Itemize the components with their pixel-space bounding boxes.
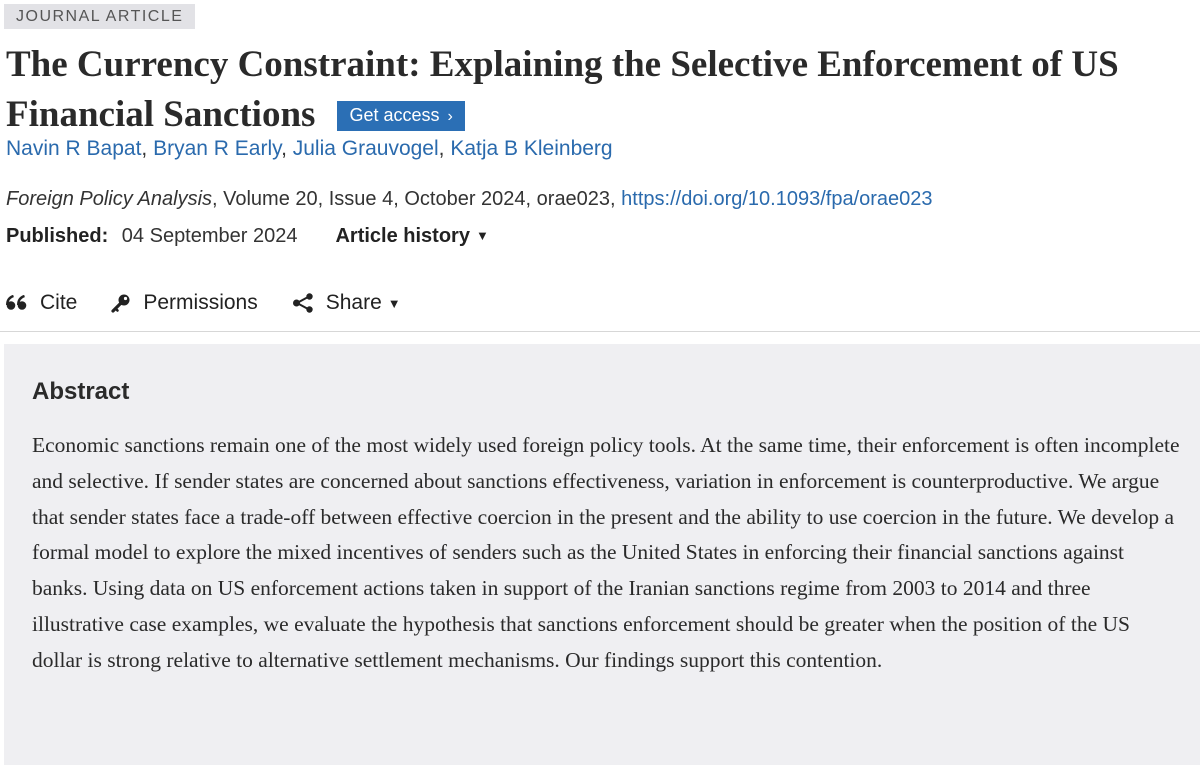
author-link[interactable]: Julia Grauvogel [292,137,439,160]
chevron-right-icon: › [447,108,453,125]
article-history-toggle[interactable] [335,225,488,247]
author-list: Navin R Bapat, Bryan R Early, Julia Grauvogel, Katja B Kleinberg [6,137,613,160]
article-title-text: The Currency Constraint: Explaining the Selective Enforcement of US Financial Sanctions [6,44,1119,135]
author-link[interactable]: Bryan R Early [153,137,282,160]
published-line [6,225,489,248]
citation-line [6,188,933,211]
divider [0,331,1200,332]
cite-label: Cite [40,291,78,314]
get-access-label: Get access [349,105,440,125]
abstract-section [4,344,1200,765]
published-label: Published: [6,225,109,247]
article-history-label: Article history [335,225,470,247]
permissions-label: Permissions [143,291,258,314]
article-tools [6,291,401,315]
article-type-badge: JOURNAL ARTICLE [4,4,195,29]
permissions-button[interactable] [111,291,257,315]
key-icon [111,293,131,313]
doi-link[interactable]: https://doi.org/10.1093/fpa/orae023 [621,188,933,210]
share-icon [292,293,314,313]
get-access-button[interactable] [337,101,464,131]
cite-button[interactable] [6,291,77,315]
author-link[interactable]: Katja B Kleinberg [450,137,613,160]
share-label: Share [325,291,382,314]
caret-down-icon: ▼ [387,295,401,311]
citation-details: , Volume 20, Issue 4, October 2024, orae023, [212,188,622,210]
abstract-text: Economic sanctions remain one of the most widely used foreign policy tools. At the same time, their enforcement is often incomplete and selective. If sender states are concerned about sanctions effectiveness, variation in enforcement is counterproductive. We argue that sender states face a trade-off between effective coercion in the present and the ability to use coercion in the future. We develop a formal model to explore the mixed incentives of senders such as the United States in enforcing their financial sanctions against banks. Using data on US enforcement actions taken in support of the Iranian sanctions regime from 2003 to 2014 and three illustrative case examples, we evaluate the hypothesis that sanctions enforcement should be greater when the position of the US dollar is strong relative to alternative settlement mechanisms. Our findings support this contention. [32,433,1180,672]
quote-icon [6,295,28,311]
published-date: 04 September 2024 [121,225,298,247]
journal-name: Foreign Policy Analysis [6,188,213,210]
abstract-heading: Abstract [32,378,130,405]
share-button[interactable] [292,291,401,315]
caret-down-icon: ▼ [475,228,489,243]
article-title [6,40,1191,140]
author-link[interactable]: Navin R Bapat [6,137,142,160]
